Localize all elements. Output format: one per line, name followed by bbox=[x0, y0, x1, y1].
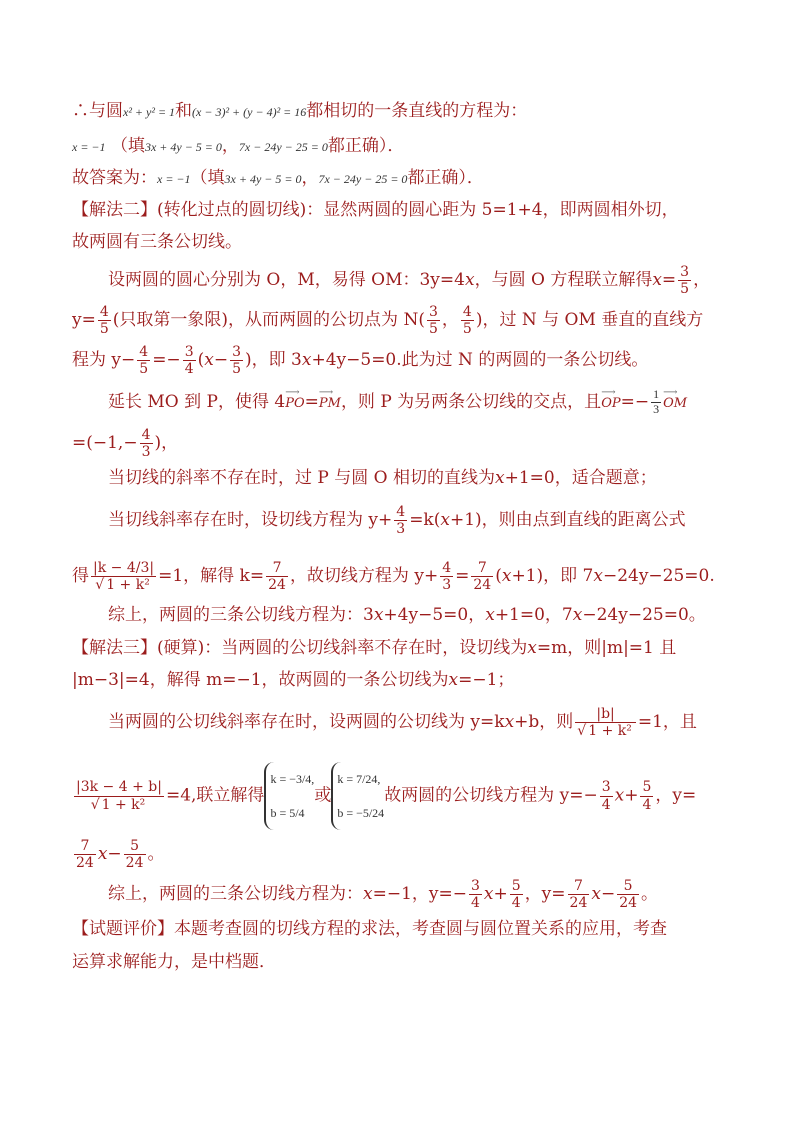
var: x bbox=[440, 510, 450, 531]
var: x bbox=[495, 468, 505, 488]
denominator: 4 bbox=[601, 796, 611, 813]
text: − bbox=[107, 844, 122, 865]
text: ， bbox=[693, 270, 711, 291]
vector: ⟶ OP bbox=[601, 397, 620, 410]
text: +4y−5=0.此为过 N 的两圆的一条公切线。 bbox=[311, 350, 649, 371]
fraction bbox=[91, 560, 156, 593]
var: x bbox=[527, 638, 537, 658]
text: 都正确）． bbox=[327, 136, 405, 156]
numerator: 3 bbox=[428, 304, 438, 320]
text: =m，则|m|=1 且 bbox=[536, 638, 677, 658]
numerator: 1 bbox=[653, 387, 660, 401]
denominator: 3 bbox=[396, 521, 406, 538]
equation: b = −5/24 bbox=[337, 806, 385, 820]
equation-system bbox=[264, 762, 314, 830]
denominator: 24 bbox=[473, 577, 492, 594]
text: 综上，两圆的三条公切线方程为： bbox=[108, 884, 363, 905]
text: 。 bbox=[641, 884, 659, 905]
denominator: 4 bbox=[471, 895, 480, 912]
denominator: 3 bbox=[442, 577, 452, 594]
method-three-line-2 bbox=[72, 672, 514, 689]
denominator: 5 bbox=[139, 361, 149, 378]
text: +1)，则由点到直线的距离公式 bbox=[449, 510, 686, 531]
formula: x² + y² = 1 bbox=[123, 105, 176, 119]
numerator: |3k − 4 + b| bbox=[76, 779, 162, 796]
method-two-line-6 bbox=[108, 388, 687, 417]
denominator: 5 bbox=[462, 321, 472, 338]
text: 都相切的一条直线的方程为： bbox=[306, 101, 528, 121]
denominator: 3 bbox=[653, 401, 660, 416]
text: 故答案为： bbox=[72, 168, 157, 188]
denominator: √ 1 + k² bbox=[577, 723, 632, 740]
text: − bbox=[600, 884, 616, 905]
radicand: 1 + k² bbox=[588, 723, 632, 740]
fraction bbox=[183, 344, 196, 377]
method-two-line-2: 故两圆有三条公切线。 bbox=[72, 232, 242, 252]
var: x bbox=[483, 884, 494, 905]
text: + bbox=[493, 884, 508, 905]
fraction bbox=[74, 838, 96, 871]
fraction bbox=[651, 388, 661, 417]
fraction bbox=[440, 560, 453, 593]
radicand: 1 + k² bbox=[101, 796, 146, 813]
text: = bbox=[455, 566, 470, 587]
numerator: 5 bbox=[642, 779, 652, 796]
text: （填 bbox=[110, 136, 145, 156]
method-two-line-10 bbox=[72, 560, 715, 593]
formula: 3x + 4y − 5 = 0 bbox=[144, 140, 222, 154]
denominator: 24 bbox=[619, 895, 638, 912]
fraction bbox=[568, 878, 590, 911]
text: = bbox=[304, 391, 319, 412]
var: x bbox=[363, 884, 373, 905]
numerator: 7 bbox=[74, 838, 96, 855]
text: 得 bbox=[72, 566, 89, 587]
text: 当切线斜率存在时，设切线方程为 y+ bbox=[108, 510, 393, 531]
numerator: 3 bbox=[184, 344, 194, 360]
fraction bbox=[394, 504, 407, 537]
numerator: 4 bbox=[139, 344, 149, 360]
text: +1=0，适合题意； bbox=[504, 468, 657, 488]
text: =1，且 bbox=[637, 712, 697, 733]
method-three-line-4 bbox=[72, 762, 696, 830]
fraction bbox=[510, 878, 523, 911]
numerator: 4 bbox=[99, 304, 109, 320]
fraction bbox=[137, 344, 150, 377]
text: =1，解得 k= bbox=[158, 566, 265, 587]
text: ，故切线方程为 y+ bbox=[289, 566, 439, 587]
method-three-line-5 bbox=[72, 838, 165, 871]
text: )， bbox=[154, 433, 179, 454]
text: 当切线的斜率不存在时，过 P 与圆 O 相切的直线为 bbox=[108, 468, 495, 488]
text: 故两圆的公切线方程为 y=− bbox=[384, 785, 598, 806]
text: )，过 N 与 OM 垂直的直线方 bbox=[475, 310, 704, 331]
var: x bbox=[97, 844, 108, 865]
fraction bbox=[471, 560, 493, 593]
fraction bbox=[678, 264, 691, 297]
text: (只取第一象限)，从而两圆的公切点为 N( bbox=[112, 310, 425, 331]
text: =−1，y=− bbox=[372, 884, 467, 905]
text: （填 bbox=[190, 168, 225, 188]
vector: ⟶ PO bbox=[285, 397, 304, 410]
text: y= bbox=[72, 310, 96, 331]
numerator: 5 bbox=[617, 878, 639, 895]
fraction bbox=[230, 344, 243, 377]
fraction bbox=[427, 304, 440, 337]
text: ，y= bbox=[524, 884, 566, 905]
radicand: 1 + k² bbox=[106, 577, 150, 594]
denominator: 24 bbox=[76, 855, 94, 872]
fraction bbox=[640, 779, 653, 812]
var: x bbox=[501, 566, 512, 587]
text: ， bbox=[221, 136, 239, 156]
denominator: √ 1 + k² bbox=[90, 796, 146, 813]
denominator: 5 bbox=[232, 361, 242, 378]
var: x bbox=[464, 270, 475, 291]
text: 或 bbox=[314, 785, 332, 806]
denominator: 5 bbox=[99, 321, 109, 338]
text: ，则 P 为另两条公切线的交点，且 bbox=[340, 391, 602, 412]
method-three-line-3 bbox=[108, 706, 697, 739]
var: x bbox=[614, 785, 625, 806]
equation: b = 5/4 bbox=[270, 806, 305, 820]
fraction bbox=[74, 779, 164, 812]
text: 当两圆的公切线斜率存在时，设两圆的公切线为 y=k bbox=[108, 712, 505, 733]
text: =− bbox=[620, 391, 650, 412]
text: −24y−25=0。 bbox=[582, 605, 706, 625]
var: x bbox=[591, 884, 601, 905]
var: x bbox=[593, 566, 603, 587]
text: =k( bbox=[409, 510, 441, 531]
fraction bbox=[124, 838, 146, 871]
numerator: 7 bbox=[266, 560, 288, 577]
denominator: √ 1 + k² bbox=[95, 577, 150, 594]
numerator: 3 bbox=[601, 779, 611, 796]
fraction bbox=[140, 427, 153, 460]
numerator: 7 bbox=[568, 878, 590, 895]
method-two-line-8 bbox=[108, 470, 657, 487]
solution-line-1 bbox=[72, 103, 527, 120]
fraction bbox=[266, 560, 288, 593]
fraction bbox=[600, 779, 613, 812]
denominator: 24 bbox=[125, 855, 144, 872]
numerator: |k − 4/3| bbox=[93, 560, 155, 576]
method-two-line-3 bbox=[108, 264, 710, 297]
method-two-summary bbox=[108, 607, 706, 624]
method-two-line-5 bbox=[72, 344, 648, 377]
solution-line-2 bbox=[72, 138, 404, 155]
text: 和 bbox=[175, 101, 193, 121]
numerator: 3 bbox=[232, 344, 242, 360]
text: − bbox=[213, 350, 229, 371]
var: x bbox=[652, 270, 662, 291]
numerator: 4 bbox=[141, 427, 151, 443]
text: −24y−25=0. bbox=[602, 566, 715, 587]
formula: 3x + 4y − 5 = 0 bbox=[224, 172, 302, 186]
numerator: 3 bbox=[471, 878, 480, 894]
text: +4y−5=0， bbox=[383, 605, 486, 625]
formula: x = −1 bbox=[157, 172, 191, 186]
var: x bbox=[301, 350, 312, 371]
vector: ⟶ PM bbox=[319, 397, 341, 410]
text: 综上，两圆的三条公切线方程为：3 bbox=[108, 605, 374, 625]
var: x bbox=[504, 712, 515, 733]
text: ， bbox=[301, 168, 319, 188]
evaluation-line-1: 【试题评价】本题考查圆的切线方程的求法，考查圆与圆位置关系的应用，考查 bbox=[72, 919, 667, 939]
text: )，即 3 bbox=[245, 350, 302, 371]
text: =(−1,− bbox=[72, 433, 138, 454]
numerator: 5 bbox=[124, 838, 146, 855]
numerator: 7 bbox=[471, 560, 493, 577]
text: +1=0，7 bbox=[494, 605, 573, 625]
numerator: 4 bbox=[442, 560, 452, 576]
formula: 7x − 24y − 25 = 0 bbox=[238, 140, 328, 154]
text: ， bbox=[441, 310, 459, 331]
equation: k = 7/24, bbox=[337, 772, 381, 786]
method-two-heading: 【解法二】(转化过点的圆切线)：显然两圆的圆心距为 5=1+4，即两圆相外切， bbox=[72, 200, 679, 220]
text: ，与圆 O 方程联立解得 bbox=[474, 270, 653, 291]
fraction bbox=[575, 706, 636, 739]
denominator: 4 bbox=[511, 895, 521, 912]
text: ( bbox=[197, 350, 205, 371]
denominator: 5 bbox=[680, 281, 690, 298]
numerator: 4 bbox=[396, 504, 406, 520]
evaluation-line-2: 运算求解能力，是中档题． bbox=[72, 952, 276, 972]
answer-line bbox=[72, 170, 484, 187]
var: x bbox=[572, 605, 583, 625]
numerator: |b| bbox=[575, 706, 636, 723]
text: =− bbox=[152, 350, 181, 371]
text: = bbox=[661, 270, 677, 291]
denominator: 24 bbox=[268, 577, 286, 594]
text: ( bbox=[495, 566, 502, 587]
denominator: 3 bbox=[141, 444, 151, 461]
denominator: 4 bbox=[642, 796, 652, 813]
text: + bbox=[624, 785, 639, 806]
method-two-line-9 bbox=[108, 504, 686, 537]
method-two-line-7 bbox=[72, 427, 178, 460]
text: ∴与圆 bbox=[72, 101, 123, 121]
var: x bbox=[485, 605, 495, 625]
denominator: 5 bbox=[428, 321, 438, 338]
text: =4,联立解得 bbox=[165, 785, 265, 806]
fraction bbox=[461, 304, 474, 337]
fraction bbox=[469, 878, 482, 911]
text: 。 bbox=[147, 844, 165, 865]
equation: k = −3/4, bbox=[270, 772, 315, 786]
numerator: 5 bbox=[511, 878, 521, 894]
text: 都正确）． bbox=[407, 168, 484, 188]
text: ，y= bbox=[655, 785, 697, 806]
text: 设两圆的圆心分别为 O，M，易得 OM：3y=4 bbox=[108, 270, 465, 291]
var: x bbox=[373, 605, 384, 625]
text: =−1； bbox=[458, 670, 515, 690]
numerator: 3 bbox=[680, 264, 690, 280]
equation-system bbox=[331, 762, 384, 830]
fraction bbox=[98, 304, 111, 337]
numerator: 4 bbox=[462, 304, 472, 320]
method-three-heading bbox=[72, 640, 676, 657]
method-three-summary bbox=[108, 878, 658, 911]
text: +b，则 bbox=[514, 712, 574, 733]
method-two-line-4 bbox=[72, 304, 703, 337]
text: |m−3|=4，解得 m=−1，故两圆的一条公切线为 bbox=[72, 670, 449, 690]
formula: 7x − 24y − 25 = 0 bbox=[318, 172, 408, 186]
formula: (x − 3)² + (y − 4)² = 16 bbox=[192, 105, 307, 119]
denominator: 4 bbox=[184, 361, 194, 378]
text: 程为 y− bbox=[72, 350, 136, 371]
vector: ⟶ OM bbox=[663, 397, 687, 410]
formula: x = −1 bbox=[72, 140, 106, 154]
text: 延长 MO 到 P，使得 4 bbox=[108, 391, 286, 412]
text: 【解法三】(硬算)：当两圆的公切线斜率不存在时，设切线为 bbox=[72, 638, 528, 658]
text: +1)，即 7 bbox=[511, 566, 594, 587]
var: x bbox=[448, 670, 459, 690]
fraction bbox=[617, 878, 639, 911]
var: x bbox=[204, 350, 214, 371]
denominator: 24 bbox=[569, 895, 588, 912]
